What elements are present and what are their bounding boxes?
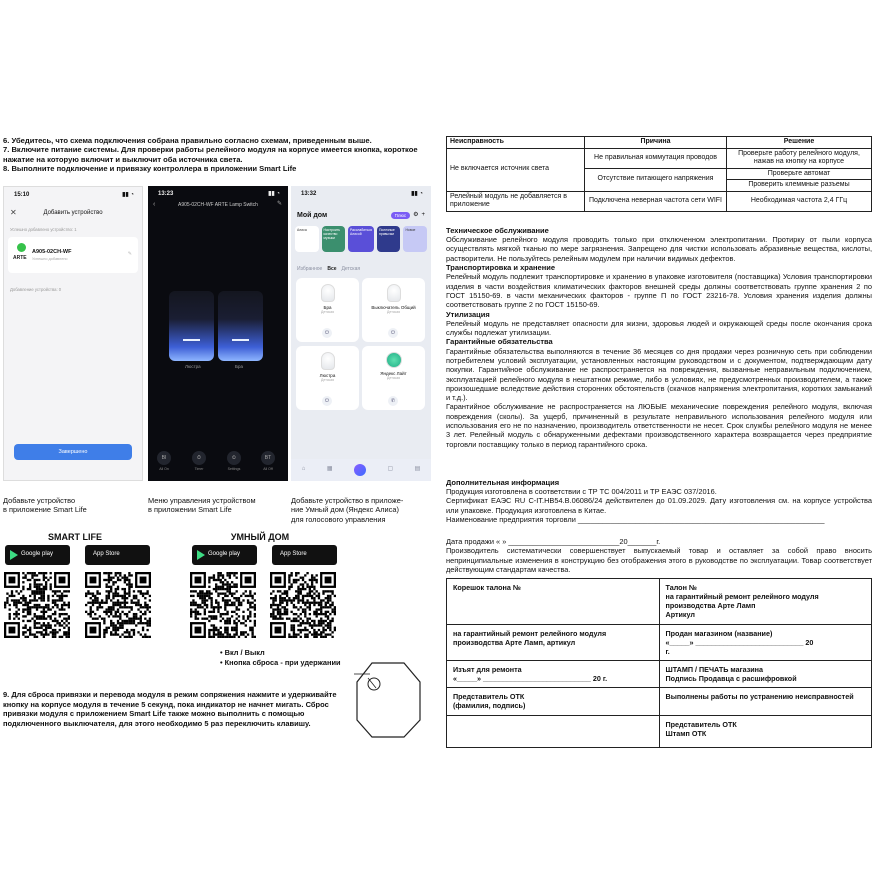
- caption-add-device: Добавьте устройство в приложение Smart Life: [3, 496, 87, 515]
- settings-icon: ⏲: [227, 451, 241, 465]
- add-icon: +: [421, 212, 425, 219]
- device-tile-chandelier: Люстра Детская ⏻: [296, 346, 359, 410]
- alice-icon: [354, 464, 366, 476]
- qc-representative: Представитель ОТК Штамп ОТК: [659, 716, 872, 748]
- cause-3: Подключена неверная частота сети WIFI: [585, 191, 727, 211]
- google-play-badge: Google play: [192, 545, 257, 565]
- qc-representative-stub: Представитель ОТК (фамилия, подпись): [447, 688, 660, 716]
- legend-reset: • Кнопка сброса - при удержании: [220, 657, 341, 667]
- power-icon: ⏻: [388, 328, 398, 338]
- module-button-diagram: [354, 660, 424, 740]
- google-play-icon: [197, 550, 205, 560]
- setup-steps: [3, 136, 423, 173]
- yandex-home-screenshot: [291, 186, 431, 481]
- smart-life-heading: SMART LIFE: [48, 532, 102, 542]
- signal-icon: ▮▮ ◔: [268, 191, 280, 198]
- transport-text: Релейный модуль подлежит транспортировке и хранению в упаковке изготовителя (поставщика) Условия транспортировки изделия в части воздействия климатических факторов внешней среды должны соответствовать группе хранения 2 по ГОСТ 15150-69. в части механических факторов - группе П по ГОСТ 23216-78. Условия хранения изделия должны соответствовать группе 2 по ГОСТ 15150-69.: [446, 272, 872, 310]
- app-store-badge: App Store: [85, 545, 150, 565]
- home-title: Мой дом: [297, 212, 328, 219]
- col-cause: Причина: [585, 137, 727, 149]
- button-legend: [220, 648, 341, 667]
- device-tile-switch: Выключатель Общий Детская ⏻: [362, 278, 425, 342]
- coupon-stub-number: Корешок талона №: [447, 579, 660, 625]
- removed-for-repair: Изъят для ремонта «_____» ___________________________ 20 г.: [447, 661, 660, 688]
- timer-control: ⏱ Timer: [189, 451, 209, 471]
- warranty-text-2: Гарантийное обслуживание не распространяется на ЛЮБЫЕ механические повреждения релейного модуля, включая повреждения (сколы). За ущерб, причиненный в результате неправильного использования релейного модуля или использования его не по назначению, производитель ответственности не несет. Срок службы релейного модуля не менее 3 лет. Релейный модуль с обнаруженными дефектами производственного характера возвращается через предприятие торговли поставщику только в период гарантийного срока.: [446, 402, 872, 449]
- device-card: [8, 237, 138, 273]
- status-time: 13:23: [158, 191, 174, 198]
- solution-4: Необходимая частота 2,4 ГГц: [727, 191, 872, 211]
- signal-icon: ▮▮ ◔: [122, 192, 134, 199]
- settings-control: ⏲ Settings: [224, 451, 244, 471]
- warranty-heading: Гарантийные обязательства: [446, 337, 553, 347]
- step-7: 7. Включите питание системы. Для проверки работы релейного модуля на корпусе имеется кнопка, короткое нажатие на которую включит и выключит оба источника света.: [3, 145, 418, 164]
- status-time: 13:32: [301, 191, 317, 198]
- cause-1: Не правильная коммутация проводов: [585, 148, 727, 168]
- close-icon: ✕: [10, 208, 17, 217]
- bulb-icon: [321, 352, 335, 370]
- caption-control-menu: Меню управления устройством в приложении Smart Life: [148, 496, 256, 515]
- room-tabs: [297, 266, 360, 272]
- all-off-control: BT All Off: [258, 451, 278, 471]
- google-play-icon: [10, 550, 18, 560]
- sold-by-store: Продан магазином (название) «_____» ___________________________ 20 г.: [659, 625, 872, 661]
- coupon-number: Талон № на гарантийный ремонт релейного модуля производства Арте Ламп Артикул: [659, 579, 872, 625]
- done-button: Завершено: [14, 444, 132, 460]
- arte-logo: ARTE: [13, 245, 29, 263]
- step-9: 9. Для сброса привязки и перевода модуля в режим сопряжения нажмите и удерживайте кнопку на корпусе модуля в течение 5 секунд, пока индикатор не начнет мигать. Сброс привязки модуля с приложением Smart Life также можно выполнить с помощью подключенного выключателя, для этого необходимо 5 раз переключить клавишу.: [3, 690, 337, 728]
- speaker-icon: [386, 352, 402, 368]
- caption-yandex: Добавьте устройство в приложе- ние Умный дом (Яндекс Алиса) для голосового управления: [291, 496, 404, 524]
- tab-all: Все: [327, 266, 337, 272]
- tab-kids-room: Детская: [341, 266, 361, 272]
- channel-2-slider: [218, 291, 263, 361]
- solution-3: Проверить клеммные разъемы: [727, 180, 872, 192]
- device-tile-yandex-light: Яндекс Лайт Детская ✆: [362, 346, 425, 410]
- warranty-coupon-table: [446, 578, 872, 748]
- screen-title: Добавить устройство: [43, 210, 103, 217]
- troubleshooting-table: [446, 136, 872, 212]
- service-heading: Техническое обслуживание: [446, 226, 549, 235]
- utilization-heading: Утилизация: [446, 309, 490, 319]
- repair-done: Выполнены работы по устранению неисправностей: [659, 688, 872, 716]
- legend-on-off: • Вкл / Выкл: [220, 648, 265, 657]
- smart-life-add-device-screenshot: [3, 186, 143, 481]
- cause-2: Отсутствие питающего напряжения: [585, 168, 727, 191]
- info-text: Продукция изготовлена в соответствии с ТР ТС 004/2011 и ТР ЕАЭС 037/2016. Сертификат ЕАЭС RU С-IT.НВ54.В.06086/24 действителен до 01.09.2029. Дату изготовления см. на корпусе устройства или упаковке. Продукция изготовлена в Китае. Наименование предприятия торговли ____________________________________________________________: [446, 487, 872, 525]
- plus-badge: Плюс: [391, 212, 411, 219]
- bulb-icon: [387, 284, 401, 302]
- screen-title: A905-02CH-WF ARTE Lamp Switch: [178, 202, 258, 208]
- adding-count-label: Добавление устройства: 0: [10, 287, 62, 292]
- sale-text: Производитель систематически совершенствует выпускаемый товар и оставляет за собой право вносить непринципиальные изменения в конструкцию без отображения этого в руководстве по эксплуатации. Товар соответствует действующим стандартам качества.: [446, 546, 872, 574]
- device-tile-sconce: Бра Детская ⏻: [296, 278, 359, 342]
- channel-2-label: Бра: [235, 364, 243, 369]
- power-icon: ⏻: [322, 396, 332, 406]
- fault-2: Релейный модуль не добавляется в приложение: [447, 191, 585, 211]
- store-stamp: ШТАМП / ПЕЧАТЬ магазина Подпись Продавца с расшифровкой: [659, 661, 872, 688]
- grid-icon: ▦: [326, 466, 333, 473]
- stories-row: Алиса Настроить качество музыки Расслабиться Алисой Полезные привычки Новое: [295, 226, 427, 252]
- device-status: Успешно добавлено: [32, 257, 68, 261]
- added-count-label: Успешно добавлено устройство: 1: [10, 227, 77, 232]
- status-time: 15:10: [14, 192, 30, 199]
- phone-icon: ✆: [388, 396, 398, 406]
- devices-icon: ▢: [387, 466, 394, 473]
- smart-home-heading: УМНЫЙ ДОМ: [230, 532, 290, 542]
- qr-code-smart-life-android: [4, 572, 70, 638]
- stub-repair-article: на гарантийный ремонт релейного модуля производства Арте Ламп, артикул: [447, 625, 660, 661]
- edit-icon: ✎: [276, 201, 282, 207]
- power-icon: ⏻: [322, 328, 332, 338]
- col-fault: Неисправность: [447, 137, 585, 149]
- sale-block: [446, 537, 872, 574]
- app-store-badge: App Store: [272, 545, 337, 565]
- qr-code-yandex-android: [190, 572, 256, 638]
- signal-icon: ▮▮ ◔: [411, 191, 423, 198]
- info-heading: Дополнительная информация: [446, 478, 560, 487]
- back-icon: ‹: [153, 201, 156, 208]
- additional-info: [446, 478, 872, 524]
- col-solution: Решение: [727, 137, 872, 149]
- qr-code-smart-life-ios: [85, 572, 151, 638]
- edit-icon: ✎: [127, 251, 132, 257]
- timer-icon: ⏱: [192, 451, 206, 465]
- service-text: Обслуживание релейного модуля проводить только при отключенном электропитании. Протирку от пыли корпуса осуществлять мягкой тканью по мере загрязнения. Запрещено для чистки использовать абразивные вещества, кислоты, растворители. Не пользуйтесь релейным модулем при наличии видимых дефектов.: [446, 235, 872, 263]
- channel-1-slider: [169, 291, 214, 361]
- all-on-control: BI All On: [154, 451, 174, 471]
- step-8: 8. Выполните подключение и привязку контроллера в приложении Smart Life: [3, 163, 297, 173]
- warranty-text-1: Гарантийные обязательства выполняются в течение 36 месяцев со дня продажи через розничную сеть при соблюдении потребителем условий эксплуатации, установленных настоящим руководством и с документом, подтверждающим дату покупки. Гарантийное обслуживание не распространяется на повреждения, вызванные неправильным подключением, эксплуатацией релейного модуля в нештатном режиме, либо в условиях, не предусмотренных производителем, а также произошедшие вследствие действия сторонних обстоятельств (скачков напряжения электропитания, коротких замыканий и т.д.).: [446, 346, 872, 403]
- utilization-text: Релейный модуль не представляет опасности для жизни, здоровья людей и окружающей среды после окончания срока службы подлежат утилизации.: [446, 318, 872, 338]
- solution-2: Проверьте автомат: [727, 168, 872, 180]
- bottom-dock: [291, 459, 431, 481]
- bulb-icon: [321, 284, 335, 302]
- tab-favorites: Избранное: [297, 266, 323, 272]
- transport-heading: Транспортировка и хранение: [446, 263, 556, 273]
- device-name: A905-02CH-WF: [32, 249, 72, 255]
- fault-1: Не включается источник света: [447, 148, 585, 191]
- sale-date: Дата продажи « » ___________________________20_______г.: [446, 537, 661, 546]
- empty-cell: [447, 716, 660, 748]
- channel-1-label: Люстра: [185, 364, 201, 369]
- solution-1: Проверьте работу релейного модуля, нажав на кнопку на корпусе: [727, 148, 872, 168]
- home-icon: ⌂: [301, 466, 306, 473]
- smart-life-control-screenshot: [148, 186, 288, 481]
- manual-sections: [446, 226, 872, 449]
- google-play-badge: Google play: [5, 545, 70, 565]
- menu-icon: ▤: [414, 466, 421, 473]
- qr-code-yandex-ios: [270, 572, 336, 638]
- settings-icon: ⚙: [413, 212, 419, 219]
- step-6: 6. Убедитесь, что схема подключения собрана правильно согласно схемам, приведенным выше.: [3, 136, 372, 145]
